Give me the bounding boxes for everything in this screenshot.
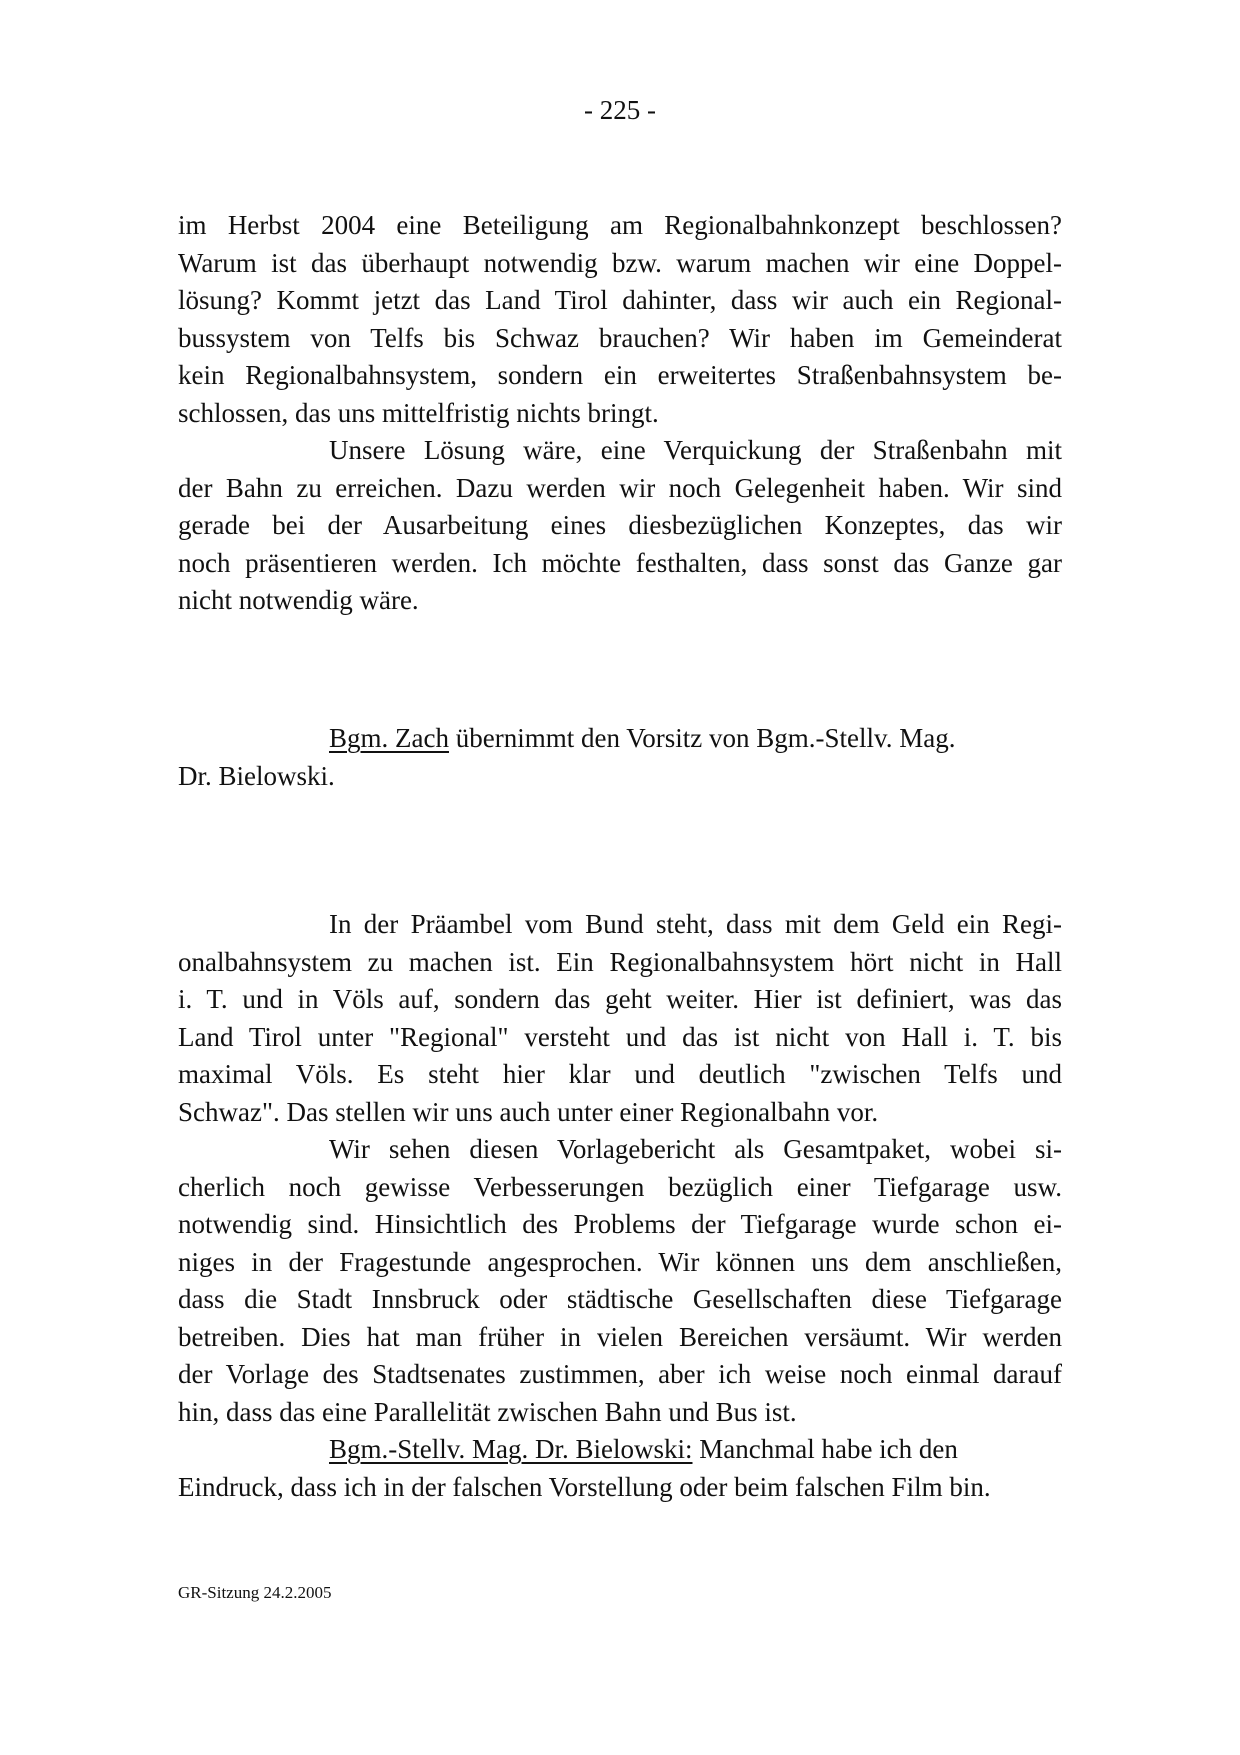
- text-line: nicht notwendig wäre.: [178, 585, 419, 615]
- text-line: gerade bei der Ausarbeitung eines diesbezüglichen Konzeptes, das wir: [178, 510, 1062, 540]
- text-line: der Bahn zu erreichen. Dazu werden wir noch Gelegenheit haben. Wir sind: [178, 472, 1062, 503]
- footer-session-label: GR-Sitzung 24.2.2005: [178, 1583, 332, 1602]
- note-text: übernimmt den Vorsitz von Bgm.-Stellv. Mag.: [448, 723, 956, 753]
- text-line: [178, 1431, 1062, 1469]
- text-line: der Vorlage des Stadtsenates zustimmen, aber ich weise noch einmal darauf: [178, 1359, 1062, 1389]
- text-line: noch präsentieren werden. Ich möchte festhalten, dass sonst das Ganze gar: [178, 547, 1062, 578]
- speaker-name: Bgm. Zach: [329, 723, 449, 753]
- text-line: bussystem von Telfs bis Schwaz brauchen? Wir haben im Gemeinderat: [178, 322, 1062, 353]
- paragraph-5: [178, 1431, 1062, 1506]
- text-line: dass die Stadt Innsbruck oder städtische Gesellschaften diese Tiefgarage: [178, 1284, 1062, 1314]
- text-line: Warum ist das überhaupt notwendig bzw. warum machen wir eine Doppel-: [178, 247, 1062, 278]
- text-line: onalbahnsystem zu machen ist. Ein Regionalbahnsystem hört nicht in Hall: [178, 946, 1062, 977]
- text-line: Unsere Lösung wäre, eine Verquickung der Straßenbahn mit: [329, 435, 1062, 465]
- text-line: niges in der Fragestunde angesprochen. Wir können uns dem anschließen,: [178, 1246, 1062, 1277]
- text-line: schlossen, das uns mittelfristig nichts bringt.: [178, 397, 659, 428]
- paragraph-3: [178, 906, 1062, 1131]
- text-line: Schwaz". Das stellen wir uns auch unter einer Regionalbahn vor.: [178, 1096, 879, 1127]
- text-line: Land Tirol unter "Regional" versteht und das ist nicht von Hall i. T. bis: [178, 1021, 1062, 1052]
- paragraph-2: [178, 432, 1062, 620]
- text-line: maximal Völs. Es steht hier klar und deutlich "zwischen Telfs und: [178, 1059, 1062, 1089]
- text-line: cherlich noch gewisse Verbesserungen bezüglich einer Tiefgarage usw.: [178, 1171, 1062, 1202]
- text-line: betreiben. Dies hat man früher in vielen Bereichen versäumt. Wir werden: [178, 1321, 1062, 1352]
- text-line: lösung? Kommt jetzt das Land Tirol dahinter, dass wir auch ein Regional-: [178, 285, 1062, 315]
- text-line: Eindruck, dass ich in der falschen Vorstellung oder beim falschen Film bin.: [178, 1471, 991, 1502]
- paragraph-1: [178, 207, 1062, 432]
- text-line: In der Präambel vom Bund steht, dass mit dem Geld ein Regi-: [329, 909, 1062, 939]
- text-line: hin, dass das eine Parallelität zwischen Bahn und Bus ist.: [178, 1396, 797, 1427]
- text-line: i. T. und in Völs auf, sondern das geht weiter. Hier ist definiert, was das: [178, 984, 1062, 1014]
- statement-text: Manchmal habe ich den: [692, 1434, 958, 1464]
- text-line: im Herbst 2004 eine Beteiligung am Regionalbahnkonzept beschlossen?: [178, 210, 1062, 240]
- text-line: notwendig sind. Hinsichtlich des Problems der Tiefgarage wurde schon ei-: [178, 1209, 1062, 1239]
- page-number: - 225 -: [584, 95, 656, 125]
- speaker-name: Bgm.-Stellv. Mag. Dr. Bielowski:: [329, 1434, 693, 1464]
- text-line: Wir sehen diesen Vorlagebericht als Gesamtpaket, wobei si-: [329, 1134, 1062, 1164]
- text-line: [178, 720, 1062, 758]
- text-line: kein Regionalbahnsystem, sondern ein erweitertes Straßenbahnsystem be-: [178, 360, 1062, 390]
- paragraph-4: [178, 1131, 1062, 1431]
- text-line: Dr. Bielowski.: [178, 760, 335, 791]
- chair-change-note: [178, 720, 1062, 795]
